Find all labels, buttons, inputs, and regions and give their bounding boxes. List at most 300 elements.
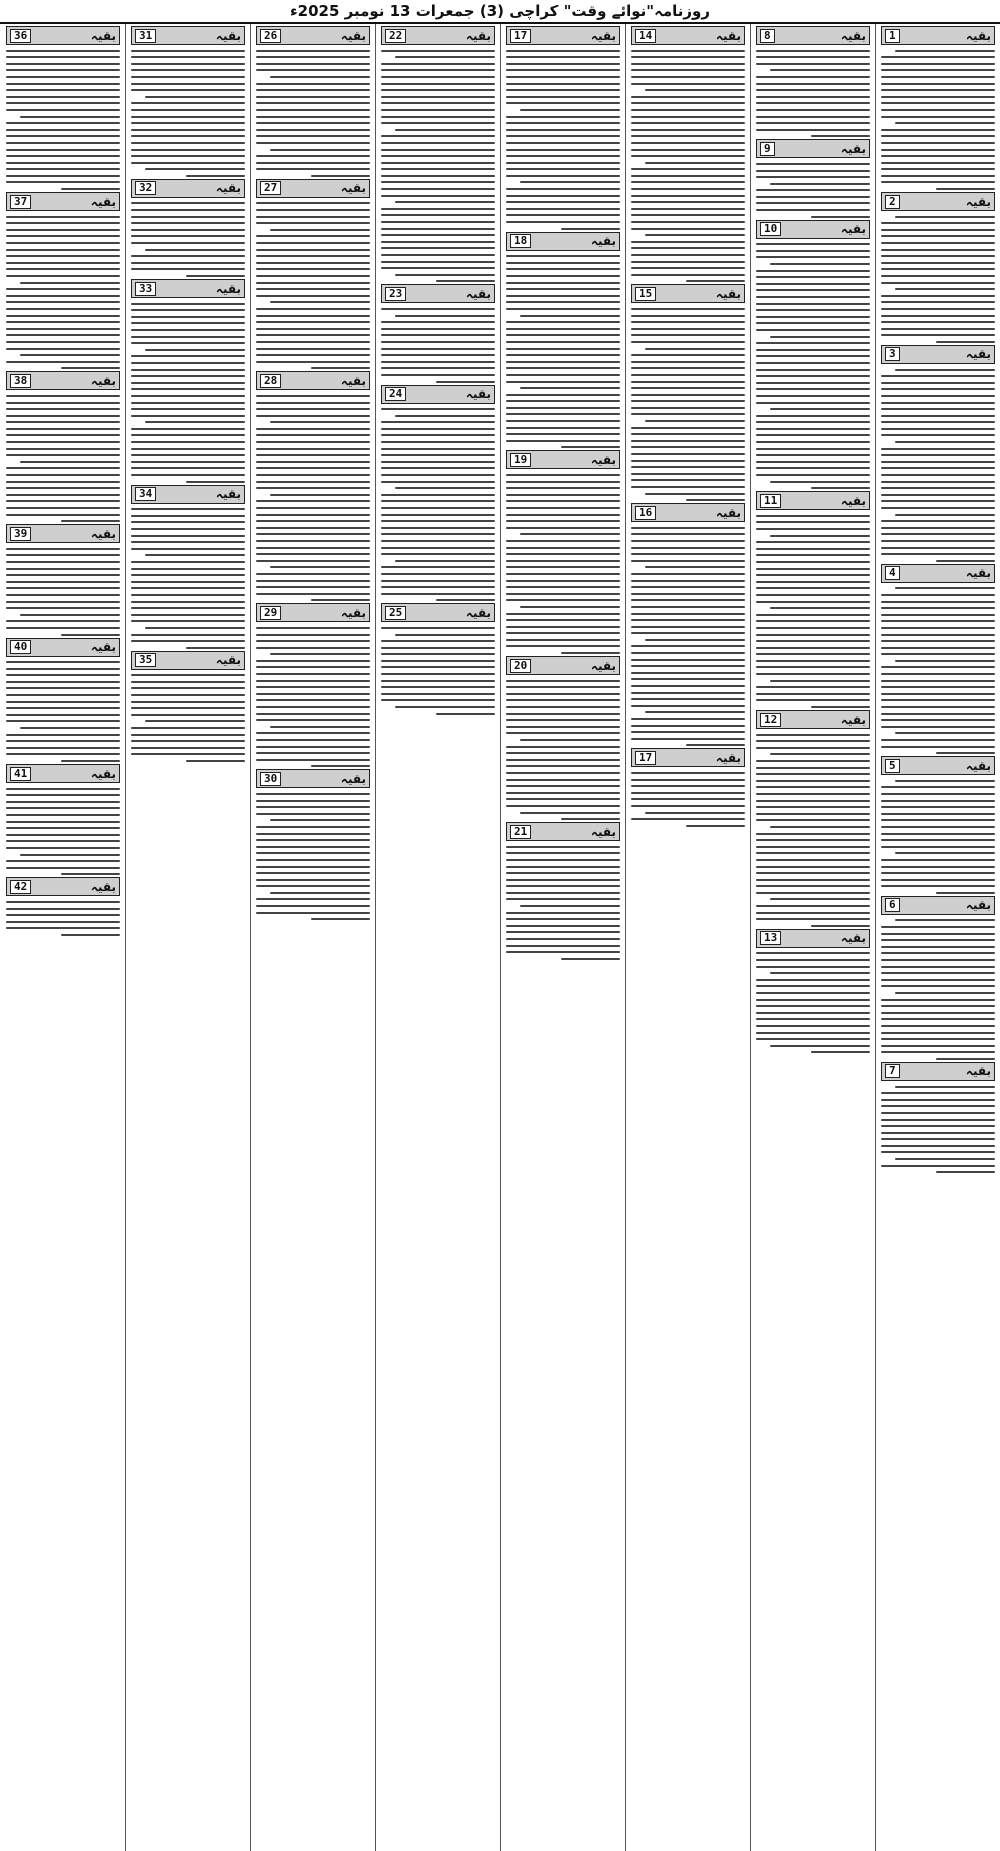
text-line [256, 507, 370, 509]
text-line [631, 599, 745, 601]
continuation-number: 20 [510, 659, 531, 673]
text-line [131, 408, 245, 410]
text-line [270, 566, 370, 568]
continuation-banner [881, 1062, 995, 1081]
article-block [256, 26, 370, 177]
text-line [20, 282, 120, 284]
text-line [131, 448, 245, 450]
text-line [881, 1051, 995, 1053]
text-line [131, 707, 245, 709]
text-line [506, 321, 620, 323]
article-block [881, 896, 995, 1060]
text-line [131, 268, 245, 270]
continuation-number: 19 [510, 453, 531, 467]
text-line [561, 228, 620, 230]
article-body-text [256, 627, 370, 767]
text-line [645, 493, 745, 495]
text-line [256, 348, 370, 350]
text-line [631, 208, 745, 210]
text-line [6, 421, 120, 423]
text-line [131, 342, 245, 344]
text-line [881, 487, 995, 489]
text-line [756, 448, 870, 450]
text-line [506, 573, 620, 575]
text-line [6, 594, 120, 596]
text-line [6, 921, 120, 923]
article-body-text [881, 216, 995, 343]
text-line [506, 367, 620, 369]
text-line [756, 734, 870, 736]
text-line [645, 89, 745, 91]
text-line [131, 441, 245, 443]
text-line [6, 601, 120, 603]
continuation-label: بقیہ [215, 653, 241, 668]
text-line [6, 216, 120, 218]
text-line [881, 999, 995, 1001]
text-line [6, 827, 120, 829]
text-line [506, 208, 620, 210]
text-line [6, 242, 120, 244]
continuation-label: بقیہ [215, 28, 241, 43]
text-line [6, 548, 120, 550]
text-line [256, 467, 370, 469]
text-line [881, 634, 995, 636]
text-line [895, 660, 995, 662]
continuation-label: بقیہ [90, 640, 116, 654]
article-body-text [756, 952, 870, 1053]
text-line [520, 739, 620, 741]
text-line [881, 985, 995, 987]
text-line [756, 89, 870, 91]
text-line [895, 587, 995, 589]
text-line [881, 83, 995, 85]
article-body-text [381, 308, 495, 383]
continuation-number: 18 [510, 234, 531, 248]
text-line [756, 1018, 870, 1020]
text-line [131, 521, 245, 523]
text-line [256, 202, 370, 204]
text-line [506, 175, 620, 177]
continuation-label: بقیہ [590, 452, 616, 467]
text-line [631, 228, 745, 230]
text-line [256, 666, 370, 668]
text-line [756, 985, 870, 987]
continuation-banner [506, 822, 620, 841]
text-line [770, 1045, 870, 1047]
text-line [131, 155, 245, 157]
continuation-label: بقیہ [965, 1064, 991, 1079]
text-line [756, 561, 870, 563]
text-line [6, 275, 120, 277]
continuation-number: 1 [885, 29, 900, 43]
text-line [756, 601, 870, 603]
text-line [881, 839, 995, 841]
text-line [756, 355, 870, 357]
text-line [6, 415, 120, 417]
article-body-text [131, 50, 245, 177]
text-line [61, 367, 120, 369]
text-line [756, 163, 870, 165]
text-line [256, 402, 370, 404]
text-line [881, 939, 995, 941]
text-line [61, 634, 120, 636]
text-line [256, 905, 370, 907]
text-line [270, 301, 370, 303]
text-line [936, 560, 995, 562]
text-line [256, 361, 370, 363]
text-line [506, 938, 620, 940]
text-line [131, 355, 245, 357]
continuation-number: 23 [385, 287, 406, 301]
text-line [631, 446, 745, 448]
article-block [6, 192, 120, 369]
text-line [381, 454, 495, 456]
article-block [131, 26, 245, 177]
text-line [881, 116, 995, 118]
article-block [131, 485, 245, 649]
text-line [6, 135, 120, 137]
continuation-banner [256, 371, 370, 390]
article-block [756, 710, 870, 927]
text-line [881, 933, 995, 935]
article-block [756, 929, 870, 1054]
text-line [256, 520, 370, 522]
text-line [631, 665, 745, 667]
text-line [381, 63, 495, 65]
text-line [631, 149, 745, 151]
text-line [756, 660, 870, 662]
text-line [881, 527, 995, 529]
text-line [881, 673, 995, 675]
text-line [520, 533, 620, 535]
text-line [506, 420, 620, 422]
text-line [506, 540, 620, 542]
text-line [395, 415, 495, 417]
text-line [881, 1092, 995, 1094]
text-line [506, 765, 620, 767]
text-line [631, 354, 745, 356]
article-body-text [881, 50, 995, 190]
text-line [6, 574, 120, 576]
text-line [506, 135, 620, 137]
text-line [6, 402, 120, 404]
text-line [256, 859, 370, 861]
text-line [506, 726, 620, 728]
text-line [756, 454, 870, 456]
text-line [20, 727, 120, 729]
text-line [145, 421, 245, 423]
text-line [881, 262, 995, 264]
continuation-label: بقیہ [340, 373, 366, 388]
text-line [756, 375, 870, 377]
continuation-number: 10 [760, 222, 781, 236]
article-body-text [506, 50, 620, 230]
text-line [756, 369, 870, 371]
text-line [131, 508, 245, 510]
text-line [256, 63, 370, 65]
text-line [270, 819, 370, 821]
continuation-number: 2 [885, 195, 900, 209]
text-line [506, 268, 620, 270]
continuation-banner [131, 279, 245, 298]
text-line [506, 931, 620, 933]
text-line [756, 382, 870, 384]
text-line [256, 487, 370, 489]
text-line [381, 122, 495, 124]
text-line [506, 63, 620, 65]
article-block [6, 638, 120, 763]
text-line [881, 653, 995, 655]
text-line [131, 415, 245, 417]
text-line [506, 639, 620, 641]
text-line [131, 434, 245, 436]
text-line [381, 261, 495, 263]
text-line [506, 580, 620, 582]
text-line [256, 898, 370, 900]
text-line [881, 1151, 995, 1153]
text-line [256, 806, 370, 808]
text-line [770, 481, 870, 483]
text-line [881, 295, 995, 297]
text-line [506, 155, 620, 157]
text-line [20, 461, 120, 463]
text-line [881, 614, 995, 616]
continuation-banner [256, 179, 370, 198]
text-line [256, 680, 370, 682]
text-line [881, 1038, 995, 1040]
text-line [881, 129, 995, 131]
text-line [381, 234, 495, 236]
text-line [881, 434, 995, 436]
text-line [895, 732, 995, 734]
text-line [756, 83, 870, 85]
text-line [756, 992, 870, 994]
continuation-banner [6, 638, 120, 657]
text-line [270, 76, 370, 78]
text-line [6, 607, 120, 609]
text-line [631, 698, 745, 700]
continuation-banner [131, 485, 245, 504]
article-block [506, 232, 620, 449]
text-line [881, 1112, 995, 1114]
text-line [256, 560, 370, 562]
text-line [256, 885, 370, 887]
text-line [631, 69, 745, 71]
continuation-label: بقیہ [90, 879, 116, 894]
text-line [506, 433, 620, 435]
text-line [6, 301, 120, 303]
article-body-text [881, 369, 995, 562]
text-line [6, 847, 120, 849]
text-line [756, 76, 870, 78]
text-line [6, 554, 120, 556]
article-block [756, 26, 870, 137]
text-line [756, 554, 870, 556]
article-body-text [6, 395, 120, 522]
text-line [631, 267, 745, 269]
text-line [61, 188, 120, 190]
text-line [686, 825, 745, 827]
text-line [631, 659, 745, 661]
text-line [131, 515, 245, 517]
text-line [881, 494, 995, 496]
text-line [381, 428, 495, 430]
text-line [881, 1025, 995, 1027]
text-line [506, 706, 620, 708]
text-line [6, 315, 120, 317]
text-line [256, 275, 370, 277]
text-line [756, 316, 870, 318]
continuation-number: 35 [135, 653, 156, 667]
text-line [895, 216, 995, 218]
text-line [131, 322, 245, 324]
text-line [256, 759, 370, 761]
text-line [506, 951, 620, 953]
text-line [256, 634, 370, 636]
text-line [756, 1032, 870, 1034]
text-line [256, 580, 370, 582]
masthead [0, 0, 1000, 24]
text-line [631, 606, 745, 608]
text-line [881, 235, 995, 237]
text-line [756, 892, 870, 894]
text-line [6, 168, 120, 170]
text-line [381, 254, 495, 256]
text-line [631, 573, 745, 575]
text-line [381, 507, 495, 509]
text-line [131, 461, 245, 463]
column-1 [878, 24, 998, 1851]
text-line [256, 852, 370, 854]
continuation-banner [881, 345, 995, 364]
text-line [381, 408, 495, 410]
text-line [631, 798, 745, 800]
text-line [756, 793, 870, 795]
text-line [506, 481, 620, 483]
text-line [256, 813, 370, 815]
text-line [645, 639, 745, 641]
text-line [506, 494, 620, 496]
text-line [756, 959, 870, 961]
text-line [631, 792, 745, 794]
continuation-number: 40 [10, 640, 31, 654]
continuation-number: 4 [885, 566, 900, 580]
text-line [131, 561, 245, 563]
article-body-text [756, 734, 870, 927]
article-block [6, 26, 120, 190]
text-line [311, 367, 370, 369]
text-line [256, 428, 370, 430]
text-line [881, 699, 995, 701]
text-line [881, 833, 995, 835]
text-line [756, 421, 870, 423]
text-line [256, 216, 370, 218]
text-line [881, 175, 995, 177]
text-line [506, 520, 620, 522]
text-line [381, 168, 495, 170]
article-body-text [881, 587, 995, 754]
text-line [131, 747, 245, 749]
text-line [6, 474, 120, 476]
text-line [506, 792, 620, 794]
text-line [881, 627, 995, 629]
text-line [506, 693, 620, 695]
continuation-number: 32 [135, 181, 156, 195]
text-line [881, 1099, 995, 1101]
text-line [756, 402, 870, 404]
text-line [506, 785, 620, 787]
text-line [6, 661, 120, 663]
text-line [631, 593, 745, 595]
text-line [6, 162, 120, 164]
article-body-text [881, 780, 995, 894]
text-line [256, 242, 370, 244]
text-line [381, 514, 495, 516]
continuation-banner [131, 179, 245, 198]
text-line [506, 925, 620, 927]
text-line [756, 289, 870, 291]
text-line [61, 934, 120, 936]
text-line [561, 446, 620, 448]
article-block [881, 26, 995, 190]
text-line [131, 303, 245, 305]
text-line [756, 270, 870, 272]
text-line [756, 243, 870, 245]
text-line [256, 879, 370, 881]
text-line [131, 581, 245, 583]
text-line [270, 892, 370, 894]
text-line [756, 885, 870, 887]
text-line [395, 201, 495, 203]
text-line [881, 282, 995, 284]
text-line [811, 216, 870, 218]
text-line [506, 96, 620, 98]
continuation-label: بقیہ [715, 286, 741, 301]
text-line [631, 586, 745, 588]
article-body-text [506, 680, 620, 820]
article-block [631, 748, 745, 826]
text-line [256, 441, 370, 443]
text-line [395, 129, 495, 131]
text-line [381, 83, 495, 85]
text-line [936, 752, 995, 754]
text-line [881, 533, 995, 535]
text-line [131, 740, 245, 742]
continuation-banner [381, 284, 495, 303]
continuation-label: بقیہ [965, 194, 991, 209]
text-line [881, 540, 995, 542]
article-block [881, 756, 995, 894]
column-8 [3, 24, 123, 1851]
text-line [756, 322, 870, 324]
text-line [506, 945, 620, 947]
column-3 [628, 24, 748, 1851]
column-6 [253, 24, 373, 1851]
text-line [631, 440, 745, 442]
continuation-label: بقیہ [965, 28, 991, 43]
continuation-number: 17 [635, 751, 656, 765]
text-line [756, 441, 870, 443]
article-block [881, 1062, 995, 1173]
text-line [6, 321, 120, 323]
text-line [881, 1032, 995, 1034]
article-block [506, 450, 620, 654]
continuation-label: بقیہ [465, 387, 491, 401]
text-line [256, 660, 370, 662]
continuation-number: 11 [760, 494, 781, 508]
text-line [770, 183, 870, 185]
text-line [131, 727, 245, 729]
